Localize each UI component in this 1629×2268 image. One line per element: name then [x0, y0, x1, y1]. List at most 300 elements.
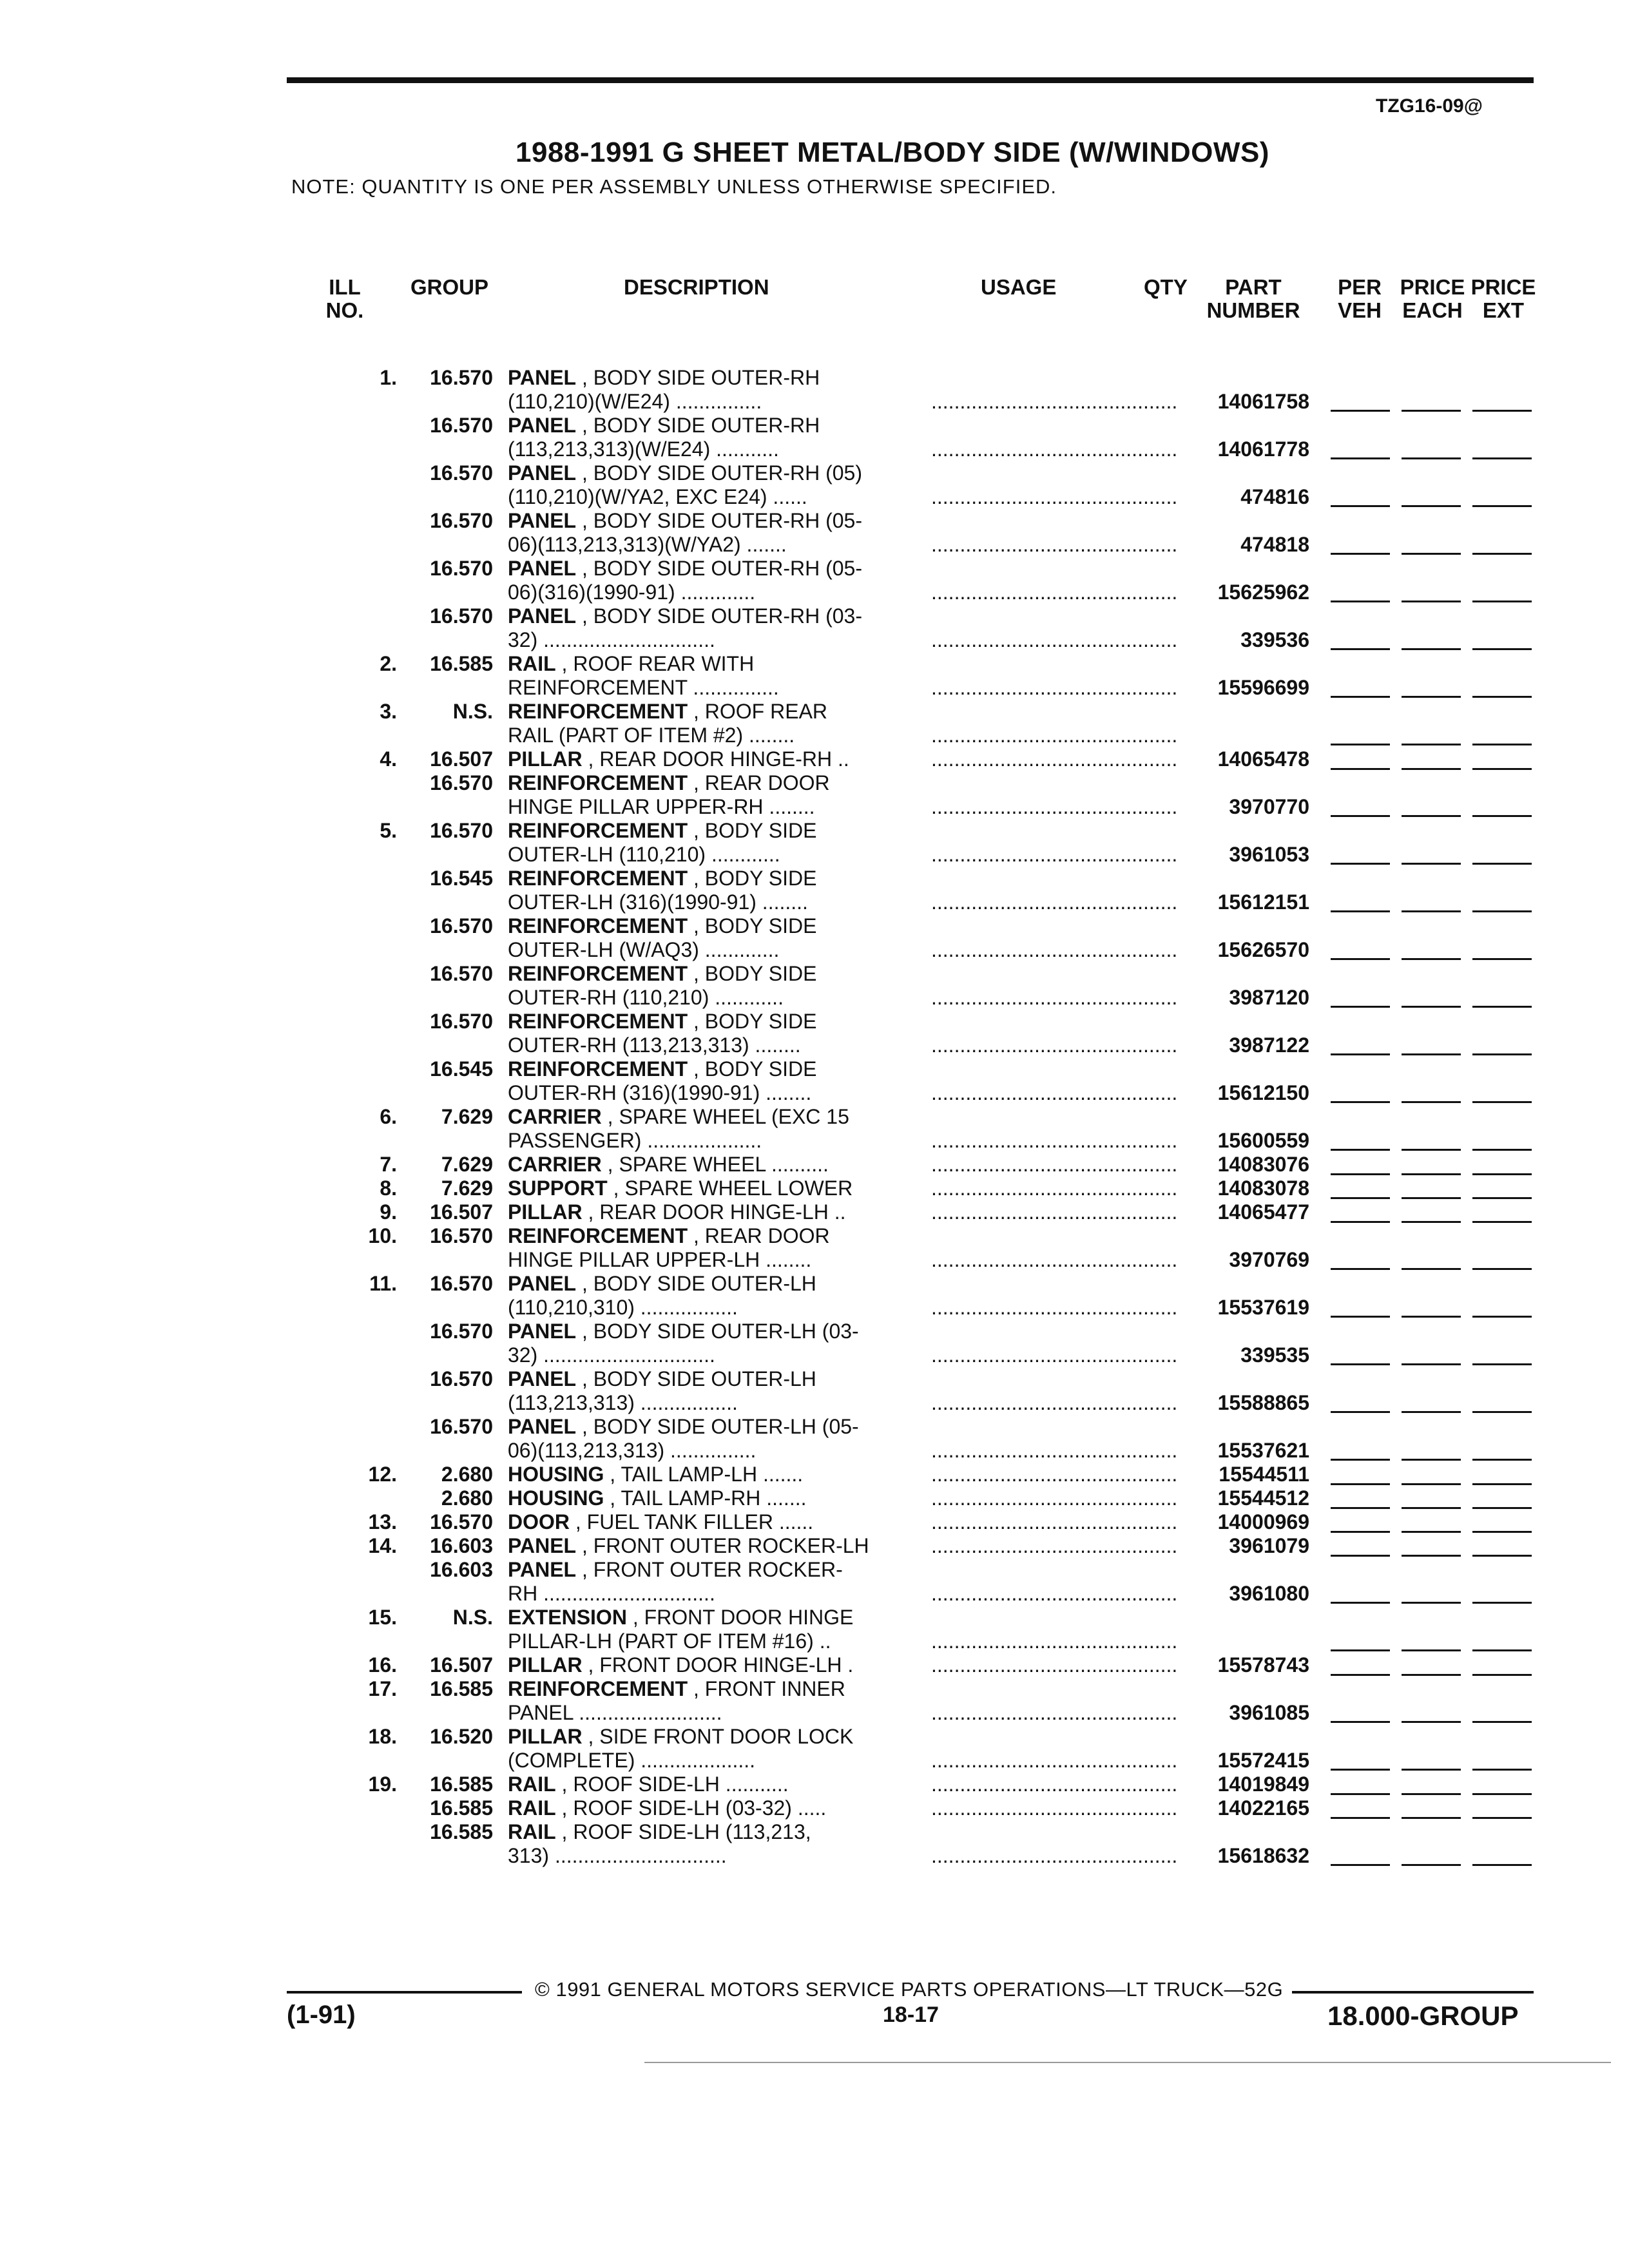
- table-row: [0, 1463, 1629, 1486]
- footer-page-number: 18-17: [883, 2003, 939, 2027]
- part-name: REINFORCEMENT: [508, 867, 688, 890]
- usage-leader: ...........................................: [931, 1033, 1178, 1057]
- price-ext-blank: [1472, 457, 1532, 459]
- part-name: REINFORCEMENT: [508, 819, 688, 842]
- group-number: 16.585: [430, 652, 493, 675]
- usage-leader: ...........................................: [931, 1582, 1178, 1605]
- table-row: [0, 1010, 1629, 1057]
- part-number: 14061778: [1217, 437, 1309, 461]
- description-line2: OUTER-RH (110,210) ............: [508, 986, 784, 1009]
- per-veh-blank: [1331, 1411, 1390, 1413]
- header-price-each: [1397, 276, 1468, 322]
- ill-number: 1.: [380, 366, 397, 389]
- group-number: 16.570: [430, 1010, 493, 1033]
- description-line1: [508, 604, 920, 628]
- description-line1: [508, 1153, 920, 1177]
- part-name: PANEL: [508, 604, 577, 628]
- price-each-blank: [1402, 1649, 1461, 1651]
- table-row: [0, 1820, 1629, 1868]
- part-name: SUPPORT: [508, 1177, 608, 1200]
- group-number: 16.570: [430, 366, 493, 389]
- per-veh-blank: [1331, 744, 1390, 745]
- ill-number: 17.: [368, 1677, 397, 1700]
- price-each-blank: [1402, 648, 1461, 650]
- table-row: [0, 1224, 1629, 1272]
- group-number: 16.520: [430, 1725, 493, 1748]
- price-ext-blank: [1472, 1316, 1532, 1318]
- table-row: [0, 771, 1629, 819]
- per-veh-blank: [1331, 1197, 1390, 1199]
- price-ext-blank: [1472, 1769, 1532, 1771]
- description-text: , BODY SIDE: [688, 819, 817, 842]
- price-ext-blank: [1472, 601, 1532, 602]
- top-rule: [287, 77, 1534, 83]
- usage-leader: ...........................................: [931, 747, 1178, 771]
- per-veh-blank: [1331, 505, 1390, 507]
- group-number: 2.680: [441, 1486, 493, 1510]
- per-veh-blank: [1331, 410, 1390, 412]
- part-number: 3970770: [1229, 795, 1309, 818]
- table-row: [0, 1725, 1629, 1773]
- table-row: [0, 1653, 1629, 1677]
- description-line1: [508, 1653, 920, 1677]
- description-text: , ROOF SIDE-LH ...........: [555, 1773, 789, 1796]
- description-text: , BODY SIDE: [688, 867, 817, 890]
- description-text: , ROOF REAR: [688, 700, 828, 723]
- part-number: 15612151: [1217, 890, 1309, 914]
- part-name: HOUSING: [508, 1463, 604, 1486]
- usage-leader: ...........................................: [931, 1248, 1178, 1271]
- usage-leader: ...........................................: [931, 1510, 1178, 1533]
- price-ext-blank: [1472, 863, 1532, 865]
- usage-leader: ...........................................: [931, 1653, 1178, 1677]
- price-ext-blank: [1472, 1363, 1532, 1365]
- group-number: 16.603: [430, 1558, 493, 1581]
- per-veh-blank: [1331, 1363, 1390, 1365]
- ill-number: 12.: [368, 1463, 397, 1486]
- group-number: 16.585: [430, 1677, 493, 1700]
- group-number: 16.545: [430, 1057, 493, 1081]
- price-each-blank: [1402, 1411, 1461, 1413]
- part-name: PANEL: [508, 1415, 577, 1438]
- price-ext-blank: [1472, 1649, 1532, 1651]
- description-text: , REAR DOOR HINGE-LH ..: [582, 1200, 846, 1224]
- usage-leader: ...........................................: [931, 1486, 1178, 1510]
- per-veh-blank: [1331, 1101, 1390, 1103]
- page-title: 1988-1991 G SHEET METAL/BODY SIDE (W/WINDOWS): [516, 137, 1269, 168]
- ill-number: 6.: [380, 1105, 397, 1128]
- per-veh-blank: [1331, 1817, 1390, 1819]
- per-veh-blank: [1331, 1602, 1390, 1604]
- per-veh-blank: [1331, 1173, 1390, 1175]
- group-number: 16.570: [430, 771, 493, 794]
- part-number: 14065478: [1217, 747, 1309, 771]
- header-price-ext: [1468, 276, 1539, 322]
- price-ext-blank: [1472, 1793, 1532, 1795]
- part-number: 14000969: [1217, 1510, 1309, 1533]
- footer-revision-date: (1-91): [287, 2001, 356, 2029]
- document-code: TZG16-09@: [1376, 95, 1483, 117]
- description-line1: [508, 1677, 920, 1701]
- table-row: [0, 1534, 1629, 1558]
- description-line1: [508, 1010, 920, 1033]
- ill-number: 10.: [368, 1224, 397, 1247]
- price-each-blank: [1402, 505, 1461, 507]
- per-veh-blank: [1331, 553, 1390, 555]
- price-each-blank: [1402, 910, 1461, 912]
- description-text: , FUEL TANK FILLER ......: [570, 1510, 814, 1533]
- header-price-ext-line2: EXT: [1482, 298, 1525, 322]
- per-veh-blank: [1331, 648, 1390, 650]
- price-each-blank: [1402, 696, 1461, 698]
- description-text: , SPARE WHEEL (EXC 15: [601, 1105, 849, 1128]
- part-name: RAIL: [508, 652, 556, 675]
- price-each-blank: [1402, 1197, 1461, 1199]
- per-veh-blank: [1331, 1149, 1390, 1151]
- description-line2: OUTER-LH (110,210) ............: [508, 843, 780, 866]
- description-line2: OUTER-RH (113,213,313) ........: [508, 1033, 801, 1057]
- price-each-blank: [1402, 958, 1461, 960]
- description-line2: (COMPLETE) ....................: [508, 1749, 756, 1772]
- price-ext-blank: [1472, 1053, 1532, 1055]
- description-text: , FRONT OUTER ROCKER-LH: [576, 1534, 869, 1557]
- description-line2: (110,210,310) .................: [508, 1296, 738, 1319]
- price-ext-blank: [1472, 410, 1532, 412]
- ill-number: 16.: [368, 1653, 397, 1677]
- table-row: [0, 914, 1629, 962]
- table-row: [0, 1510, 1629, 1534]
- description-line2: 313) ..............................: [508, 1844, 727, 1867]
- usage-leader: ...........................................: [931, 1129, 1178, 1152]
- per-veh-blank: [1331, 1316, 1390, 1318]
- price-each-blank: [1402, 1555, 1461, 1557]
- group-number: 16.570: [430, 1510, 493, 1533]
- table-row: [0, 652, 1629, 700]
- description-line2: 32) ..............................: [508, 1343, 715, 1367]
- usage-leader: ...........................................: [931, 437, 1178, 461]
- part-number: 15578743: [1217, 1653, 1309, 1677]
- description-line1: [508, 1224, 920, 1248]
- description-line2: RAIL (PART OF ITEM #2) ........: [508, 724, 795, 747]
- table-row: [0, 1606, 1629, 1653]
- table-row: [0, 1367, 1629, 1415]
- usage-leader: ...........................................: [931, 1296, 1178, 1319]
- usage-leader: ...........................................: [931, 795, 1178, 818]
- per-veh-blank: [1331, 1531, 1390, 1533]
- price-ext-blank: [1472, 1006, 1532, 1008]
- part-number: 15625962: [1217, 581, 1309, 604]
- per-veh-blank: [1331, 1507, 1390, 1509]
- group-number: 16.570: [430, 962, 493, 985]
- group-number: 16.507: [430, 1653, 493, 1677]
- description-line1: [508, 1177, 920, 1200]
- usage-leader: ...........................................: [931, 1200, 1178, 1224]
- group-number: 16.570: [430, 509, 493, 532]
- header-per-line2: VEH: [1338, 298, 1382, 322]
- footer-group-number: 18.000-GROUP: [1327, 2001, 1519, 2031]
- description-line1: [508, 1773, 920, 1796]
- description-text: , BODY SIDE OUTER-RH: [576, 366, 820, 389]
- part-name: PANEL: [508, 557, 577, 580]
- ill-number: 7.: [380, 1153, 397, 1176]
- per-veh-blank: [1331, 768, 1390, 770]
- header-usage: USAGE: [981, 275, 1057, 299]
- part-number: 15572415: [1217, 1749, 1309, 1772]
- usage-leader: ...........................................: [931, 1177, 1178, 1200]
- per-veh-blank: [1331, 601, 1390, 602]
- description-text: , BODY SIDE OUTER-LH: [576, 1367, 816, 1390]
- group-number: 7.629: [441, 1177, 493, 1200]
- header-part-number: [1199, 276, 1308, 322]
- per-veh-blank: [1331, 1221, 1390, 1223]
- table-row: [0, 1105, 1629, 1153]
- description-text: , TAIL LAMP-RH .......: [604, 1486, 807, 1510]
- price-each-blank: [1402, 1507, 1461, 1509]
- table-row: [0, 557, 1629, 604]
- usage-leader: ...........................................: [931, 1439, 1178, 1462]
- per-veh-blank: [1331, 1769, 1390, 1771]
- part-name: PANEL: [508, 366, 577, 389]
- price-each-blank: [1402, 410, 1461, 412]
- per-veh-blank: [1331, 1674, 1390, 1676]
- part-name: PANEL: [508, 461, 577, 485]
- description-line1: [508, 1558, 920, 1582]
- description-text: , BODY SIDE OUTER-LH (05-: [576, 1415, 859, 1438]
- description-line1: [508, 1200, 920, 1224]
- group-number: 16.570: [430, 557, 493, 580]
- price-each-blank: [1402, 1721, 1461, 1723]
- part-name: RAIL: [508, 1796, 556, 1820]
- table-row: [0, 1677, 1629, 1725]
- price-ext-blank: [1472, 648, 1532, 650]
- usage-leader: ...........................................: [931, 1081, 1178, 1104]
- price-each-blank: [1402, 1149, 1461, 1151]
- per-veh-blank: [1331, 1006, 1390, 1008]
- table-row: [0, 366, 1629, 414]
- table-row: [0, 1272, 1629, 1320]
- description-line1: [508, 1534, 920, 1558]
- part-number: 3987122: [1229, 1033, 1309, 1057]
- per-veh-blank: [1331, 1555, 1390, 1557]
- table-row: [0, 414, 1629, 461]
- description-line2: (113,213,313) .................: [508, 1391, 738, 1414]
- part-name: RAIL: [508, 1820, 556, 1843]
- usage-leader: ...........................................: [931, 890, 1178, 914]
- part-number: 3970769: [1229, 1248, 1309, 1271]
- description-text: , BODY SIDE OUTER-RH (05): [576, 461, 862, 485]
- part-name: REINFORCEMENT: [508, 700, 688, 723]
- description-line2: OUTER-RH (316)(1990-91) ........: [508, 1081, 812, 1104]
- usage-leader: ...........................................: [931, 1749, 1178, 1772]
- price-ext-blank: [1472, 1197, 1532, 1199]
- table-row: [0, 604, 1629, 652]
- description-line1: [508, 1463, 920, 1486]
- price-each-blank: [1402, 1674, 1461, 1676]
- price-ext-blank: [1472, 1483, 1532, 1485]
- part-number: 15537619: [1217, 1296, 1309, 1319]
- description-text: , BODY SIDE OUTER-RH (05-: [576, 509, 862, 532]
- price-ext-blank: [1472, 1721, 1532, 1723]
- ill-number: 2.: [380, 652, 397, 675]
- price-ext-blank: [1472, 1817, 1532, 1819]
- part-name: PANEL: [508, 1367, 577, 1390]
- description-line1: [508, 914, 920, 938]
- price-each-blank: [1402, 1769, 1461, 1771]
- price-ext-blank: [1472, 768, 1532, 770]
- price-ext-blank: [1472, 1602, 1532, 1604]
- description-line2: (110,210)(W/YA2, EXC E24) ......: [508, 485, 807, 508]
- usage-leader: ...........................................: [931, 1463, 1178, 1486]
- price-ext-blank: [1472, 958, 1532, 960]
- description-text: , FRONT DOOR HINGE: [626, 1606, 854, 1629]
- price-ext-blank: [1472, 910, 1532, 912]
- header-ill-line1: ILL: [329, 275, 361, 299]
- description-text: , BODY SIDE OUTER-RH: [576, 414, 820, 437]
- price-each-blank: [1402, 1459, 1461, 1461]
- table-row: [0, 509, 1629, 557]
- group-number: 16.570: [430, 1415, 493, 1438]
- part-number: 3961085: [1229, 1701, 1309, 1724]
- part-name: PANEL: [508, 509, 577, 532]
- group-number: 16.570: [430, 1320, 493, 1343]
- table-row: [0, 819, 1629, 867]
- description-line1: [508, 819, 920, 843]
- part-name: PILLAR: [508, 1653, 583, 1677]
- description-text: , BODY SIDE OUTER-LH (03-: [576, 1320, 859, 1343]
- part-number: 14022165: [1217, 1796, 1309, 1820]
- ill-number: 5.: [380, 819, 397, 842]
- table-row: [0, 1200, 1629, 1224]
- description-line2: PANEL .........................: [508, 1701, 722, 1724]
- description-line2: REINFORCEMENT ...............: [508, 676, 779, 699]
- description-text: , TAIL LAMP-LH .......: [604, 1463, 804, 1486]
- price-each-blank: [1402, 1483, 1461, 1485]
- price-ext-blank: [1472, 1411, 1532, 1413]
- table-row: [0, 1558, 1629, 1606]
- price-ext-blank: [1472, 505, 1532, 507]
- usage-leader: ...........................................: [931, 1796, 1178, 1820]
- usage-leader: ...........................................: [931, 724, 1178, 747]
- group-number: 16.570: [430, 1272, 493, 1295]
- description-line1: [508, 366, 920, 390]
- ill-number: 9.: [380, 1200, 397, 1224]
- part-number: 474816: [1240, 485, 1309, 508]
- description-text: , BODY SIDE OUTER-RH (05-: [576, 557, 862, 580]
- header-per-veh: [1334, 276, 1385, 322]
- price-each-blank: [1402, 1173, 1461, 1175]
- description-line1: [508, 771, 920, 795]
- description-line1: [508, 1272, 920, 1296]
- description-line2: 06)(316)(1990-91) .............: [508, 581, 756, 604]
- part-name: PANEL: [508, 1272, 577, 1295]
- part-name: HOUSING: [508, 1486, 604, 1510]
- description-text: , ROOF REAR WITH: [555, 652, 755, 675]
- price-each-blank: [1402, 1221, 1461, 1223]
- part-number: 15537621: [1217, 1439, 1309, 1462]
- description-line1: [508, 557, 920, 581]
- group-number: 16.585: [430, 1796, 493, 1820]
- part-name: REINFORCEMENT: [508, 1057, 688, 1081]
- price-each-blank: [1402, 1864, 1461, 1866]
- usage-leader: ...........................................: [931, 1391, 1178, 1414]
- usage-leader: ...........................................: [931, 485, 1178, 508]
- description-line1: [508, 1105, 920, 1129]
- table-row: [0, 1486, 1629, 1510]
- price-each-blank: [1402, 1793, 1461, 1795]
- per-veh-blank: [1331, 1793, 1390, 1795]
- header-part-line1: PART: [1225, 275, 1282, 299]
- part-name: PILLAR: [508, 747, 583, 771]
- description-text: , REAR DOOR: [688, 771, 830, 794]
- per-veh-blank: [1331, 1649, 1390, 1651]
- part-name: PANEL: [508, 1558, 577, 1581]
- usage-leader: ...........................................: [931, 1701, 1178, 1724]
- part-number: 15600559: [1217, 1129, 1309, 1152]
- part-number: 14083078: [1217, 1177, 1309, 1200]
- price-each-blank: [1402, 1053, 1461, 1055]
- group-number: 16.570: [430, 604, 493, 628]
- table-row: [0, 1415, 1629, 1463]
- per-veh-blank: [1331, 1053, 1390, 1055]
- price-each-blank: [1402, 1817, 1461, 1819]
- description-text: , FRONT OUTER ROCKER-: [576, 1558, 843, 1581]
- description-text: , BODY SIDE: [688, 914, 817, 937]
- description-line2: RH ..............................: [508, 1582, 715, 1605]
- part-number: 15588865: [1217, 1391, 1309, 1414]
- description-line1: [508, 1796, 920, 1820]
- part-number: 15612150: [1217, 1081, 1309, 1104]
- scan-artifact-line: [644, 2062, 1611, 2063]
- description-line1: [508, 1320, 920, 1343]
- description-line2: 32) ..............................: [508, 628, 715, 651]
- per-veh-blank: [1331, 1483, 1390, 1485]
- group-number: 16.603: [430, 1534, 493, 1557]
- price-ext-blank: [1472, 696, 1532, 698]
- price-ext-blank: [1472, 1459, 1532, 1461]
- price-ext-blank: [1472, 1674, 1532, 1676]
- part-number: 3961080: [1229, 1582, 1309, 1605]
- part-name: EXTENSION: [508, 1606, 627, 1629]
- part-number: 14083076: [1217, 1153, 1309, 1176]
- footer-copyright: © 1991 GENERAL MOTORS SERVICE PARTS OPERATIONS—LT TRUCK—52G: [535, 1978, 1284, 2001]
- part-number: 14061758: [1217, 390, 1309, 413]
- description-text: , FRONT INNER: [688, 1677, 845, 1700]
- ill-number: 11.: [369, 1272, 397, 1295]
- price-ext-blank: [1472, 1507, 1532, 1509]
- quantity-note: NOTE: QUANTITY IS ONE PER ASSEMBLY UNLESS OTHERWISE SPECIFIED.: [291, 175, 1057, 198]
- table-row: [0, 1153, 1629, 1177]
- description-line1: [508, 509, 920, 533]
- price-ext-blank: [1472, 1864, 1532, 1866]
- description-text: , BODY SIDE: [688, 962, 817, 985]
- per-veh-blank: [1331, 1459, 1390, 1461]
- description-text: , BODY SIDE OUTER-RH (03-: [576, 604, 862, 628]
- price-each-blank: [1402, 601, 1461, 602]
- header-ill-line2: NO.: [325, 298, 364, 322]
- group-number: N.S.: [452, 700, 493, 723]
- table-row: [0, 1057, 1629, 1105]
- ill-number: 18.: [368, 1725, 397, 1748]
- description-line2: 06)(113,213,313) ...............: [508, 1439, 757, 1462]
- table-row: [0, 1177, 1629, 1200]
- group-number: 7.629: [441, 1105, 493, 1128]
- price-ext-blank: [1472, 1101, 1532, 1103]
- per-veh-blank: [1331, 863, 1390, 865]
- footer-rule-left: [287, 1991, 522, 1994]
- part-name: PANEL: [508, 1534, 577, 1557]
- description-text: , BODY SIDE OUTER-LH: [576, 1272, 816, 1295]
- usage-leader: ...........................................: [931, 676, 1178, 699]
